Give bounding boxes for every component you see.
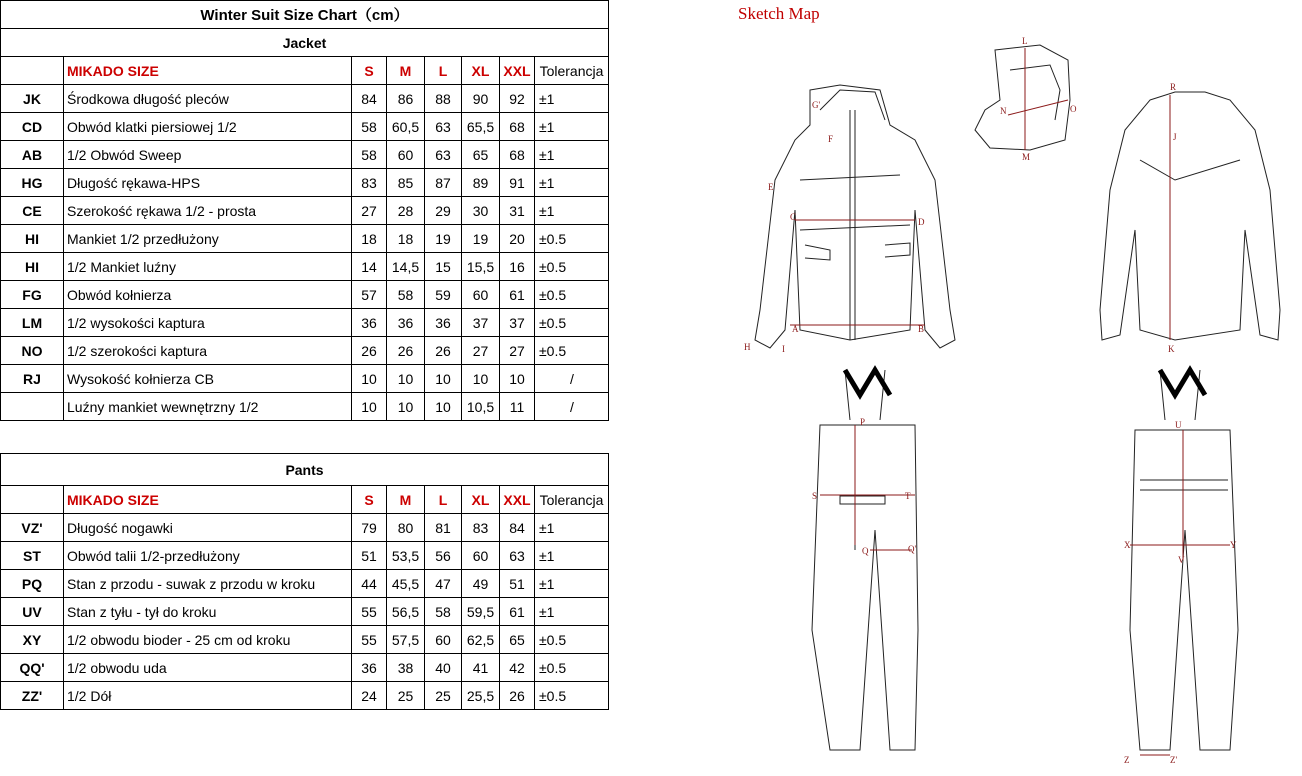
measure-name: Środkowa długość pleców [64,85,352,113]
label-f: F [828,134,834,144]
label-z: Z [1124,755,1130,765]
measure-value: 84 [352,85,387,113]
pants-front-sketch [812,370,918,750]
label-b: B [918,324,925,334]
jacket-header-row [1,57,609,85]
jacket-front-sketch [755,85,955,348]
hood-sketch [975,45,1070,150]
measure-value: 86 [387,85,425,113]
measure-code: ZZ' [1,682,64,710]
label-j: J [1173,132,1177,142]
measure-code: RJ [1,365,64,393]
measure-name: 1/2 szerokości kaptura [64,337,352,365]
measure-value: 81 [425,514,462,542]
tolerance-value: ±1 [535,85,609,113]
measure-value: 40 [425,654,462,682]
measure-value: 31 [500,197,535,225]
measure-value: 51 [352,542,387,570]
tolerance-header: Tolerancja [535,57,609,85]
label-r: R [1170,82,1177,92]
tolerance-value: ±1 [535,514,609,542]
measure-code: AB [1,141,64,169]
measure-name: 1/2 wysokości kaptura [64,309,352,337]
measure-code [1,393,64,421]
label-e: E [768,182,774,192]
measure-value: 16 [500,253,535,281]
measure-value: 14 [352,253,387,281]
measure-code: HI [1,253,64,281]
measure-value: 36 [352,309,387,337]
measure-value: 15 [425,253,462,281]
measure-value: 24 [352,682,387,710]
measure-value: 49 [462,570,500,598]
measure-value: 10 [462,365,500,393]
measure-value: 88 [425,85,462,113]
measure-value: 30 [462,197,500,225]
jacket-section-label: Jacket [1,29,609,57]
measure-value: 26 [352,337,387,365]
measure-value: 36 [387,309,425,337]
measure-value: 80 [387,514,425,542]
measure-code: NO [1,337,64,365]
measure-name: Szerokość rękawa 1/2 - prosta [64,197,352,225]
label-n: N [1000,106,1007,116]
measure-value: 18 [387,225,425,253]
measure-value: 41 [462,654,500,682]
measure-value: 25,5 [462,682,500,710]
size-col-m: M [387,486,425,514]
measure-value: 55 [352,598,387,626]
measure-value: 36 [352,654,387,682]
label-c: C [790,212,797,222]
table-row [1,337,609,365]
measure-code: XY [1,626,64,654]
measure-name: Długość nogawki [64,514,352,542]
measure-value: 57,5 [387,626,425,654]
measure-value: 58 [387,281,425,309]
measure-value: 65,5 [462,113,500,141]
tolerance-value: ±1 [535,542,609,570]
measure-code: PQ [1,570,64,598]
label-u: U [1175,420,1182,430]
measure-value: 51 [500,570,535,598]
measure-value: 56 [425,542,462,570]
label-v: V [1178,555,1185,565]
measure-name: 1/2 obwodu uda [64,654,352,682]
tolerance-value: ±0.5 [535,337,609,365]
measure-value: 28 [387,197,425,225]
measure-value: 59 [425,281,462,309]
table-row [1,570,609,598]
measure-value: 27 [352,197,387,225]
table-row [1,225,609,253]
tolerance-value: / [535,365,609,393]
measure-code: HG [1,169,64,197]
measure-value: 55 [352,626,387,654]
sketch-map-title: Sketch Map [738,4,820,23]
measure-value: 14,5 [387,253,425,281]
label-g-prime: G' [812,100,821,110]
jacket-back-sketch [1100,92,1280,340]
tolerance-value: ±1 [535,113,609,141]
tolerance-value: / [535,393,609,421]
label-y: Y [1230,540,1237,550]
measure-code: FG [1,281,64,309]
measure-value: 84 [500,514,535,542]
label-h: H [744,342,751,352]
measure-value: 45,5 [387,570,425,598]
measure-value: 60 [462,281,500,309]
size-col-m: M [387,57,425,85]
pants-section-label: Pants [1,454,609,486]
measure-name: 1/2 Obwód Sweep [64,141,352,169]
label-x: X [1124,540,1131,550]
measure-code: CE [1,197,64,225]
measure-value: 85 [387,169,425,197]
tolerance-header: Tolerancja [535,486,609,514]
measure-code: LM [1,309,64,337]
measure-value: 91 [500,169,535,197]
measure-value: 65 [462,141,500,169]
label-a: A [792,324,799,334]
size-col-s: S [352,57,387,85]
measure-value: 58 [425,598,462,626]
measure-value: 10 [352,393,387,421]
label-t: T [905,491,911,501]
measure-name: Obwód talii 1/2-przedłużony [64,542,352,570]
tolerance-value: ±1 [535,570,609,598]
size-col-xxl: XXL [500,486,535,514]
measure-value: 10,5 [462,393,500,421]
tolerance-value: ±0.5 [535,682,609,710]
measure-name: Wysokość kołnierza CB [64,365,352,393]
measure-value: 10 [387,365,425,393]
tolerance-value: ±0.5 [535,225,609,253]
measure-value: 37 [462,309,500,337]
size-col-l: L [425,486,462,514]
measure-value: 26 [387,337,425,365]
measure-value: 60 [387,141,425,169]
measure-value: 27 [462,337,500,365]
label-o: O [1070,104,1077,114]
table-row [1,197,609,225]
measure-name: Stan z przodu - suwak z przodu w kroku [64,570,352,598]
tolerance-value: ±1 [535,141,609,169]
measure-value: 38 [387,654,425,682]
measure-value: 90 [462,85,500,113]
measure-code: UV [1,598,64,626]
table-row [1,281,609,309]
table-row [1,85,609,113]
measure-value: 83 [352,169,387,197]
measure-value: 18 [352,225,387,253]
measure-value: 58 [352,113,387,141]
table-row [1,654,609,682]
measure-value: 65 [500,626,535,654]
measure-value: 19 [462,225,500,253]
measure-value: 68 [500,141,535,169]
table-row [1,253,609,281]
measure-value: 57 [352,281,387,309]
label-k: K [1168,344,1175,354]
measure-value: 27 [500,337,535,365]
tolerance-value: ±0.5 [535,626,609,654]
measure-name: Luźny mankiet wewnętrzny 1/2 [64,393,352,421]
tolerance-value: ±0.5 [535,654,609,682]
measure-value: 26 [425,337,462,365]
measure-value: 20 [500,225,535,253]
jacket-rows [1,85,609,421]
tolerance-value: ±0.5 [535,253,609,281]
table-row [1,141,609,169]
measure-value: 10 [352,365,387,393]
label-q: Q [862,546,869,556]
tolerance-value: ±1 [535,598,609,626]
tolerance-value: ±1 [535,197,609,225]
sketch-map-drawing [700,30,1300,770]
pants-rows [1,514,609,710]
measure-value: 56,5 [387,598,425,626]
measure-value: 10 [500,365,535,393]
tolerance-value: ±0.5 [535,309,609,337]
measure-value: 10 [425,393,462,421]
measure-value: 25 [425,682,462,710]
size-label: MIKADO SIZE [64,57,352,85]
measure-value: 68 [500,113,535,141]
measure-value: 36 [425,309,462,337]
label-i: I [782,344,785,354]
measure-name: Mankiet 1/2 przedłużony [64,225,352,253]
table-row [1,598,609,626]
table-row [1,169,609,197]
tolerance-value: ±1 [535,169,609,197]
label-d: D [918,217,925,227]
size-label: MIKADO SIZE [64,486,352,514]
label-p: P [860,417,866,427]
measure-code: JK [1,85,64,113]
measure-name: 1/2 Dół [64,682,352,710]
measure-value: 26 [500,682,535,710]
measure-value: 60,5 [387,113,425,141]
table-row [1,113,609,141]
table-row [1,365,609,393]
measure-name: Długość rękawa-HPS [64,169,352,197]
measure-value: 44 [352,570,387,598]
label-l: L [1022,36,1028,46]
measure-value: 63 [425,113,462,141]
measure-value: 89 [462,169,500,197]
size-col-xxl: XXL [500,57,535,85]
measure-name: Stan z tyłu - tył do kroku [64,598,352,626]
table-row [1,514,609,542]
measure-value: 92 [500,85,535,113]
measure-code: QQ' [1,654,64,682]
measure-value: 47 [425,570,462,598]
table-row [1,542,609,570]
measure-value: 58 [352,141,387,169]
size-col-s: S [352,486,387,514]
measure-code: CD [1,113,64,141]
table-row [1,393,609,421]
measure-name: 1/2 obwodu bioder - 25 cm od kroku [64,626,352,654]
label-z-prime: Z' [1170,755,1178,765]
label-q-prime: Q' [908,544,917,554]
measure-value: 11 [500,393,535,421]
measure-value: 83 [462,514,500,542]
measure-value: 29 [425,197,462,225]
chart-title: Winter Suit Size Chart（cm） [1,1,609,29]
label-m: M [1022,152,1031,162]
measure-value: 62,5 [462,626,500,654]
size-col-l: L [425,57,462,85]
measure-value: 42 [500,654,535,682]
jacket-size-table [0,0,609,421]
measure-value: 60 [462,542,500,570]
measure-code: ST [1,542,64,570]
size-col-xl: XL [462,57,500,85]
measure-code: HI [1,225,64,253]
measure-value: 19 [425,225,462,253]
table-row [1,309,609,337]
measure-name: 1/2 Mankiet luźny [64,253,352,281]
measure-value: 87 [425,169,462,197]
tolerance-value: ±0.5 [535,281,609,309]
size-col-xl: XL [462,486,500,514]
measure-code: VZ' [1,514,64,542]
measure-value: 61 [500,598,535,626]
measure-value: 25 [387,682,425,710]
pants-header-row [1,486,609,514]
measure-value: 63 [500,542,535,570]
measure-name: Obwód klatki piersiowej 1/2 [64,113,352,141]
measure-value: 60 [425,626,462,654]
measure-value: 79 [352,514,387,542]
label-s: S [812,491,818,501]
measure-value: 61 [500,281,535,309]
pants-size-table [0,453,609,710]
measure-value: 15,5 [462,253,500,281]
measure-value: 59,5 [462,598,500,626]
measure-value: 53,5 [387,542,425,570]
measure-value: 37 [500,309,535,337]
measure-value: 63 [425,141,462,169]
table-row [1,626,609,654]
measure-name: Obwód kołnierza [64,281,352,309]
measure-value: 10 [387,393,425,421]
table-row [1,682,609,710]
measure-value: 10 [425,365,462,393]
